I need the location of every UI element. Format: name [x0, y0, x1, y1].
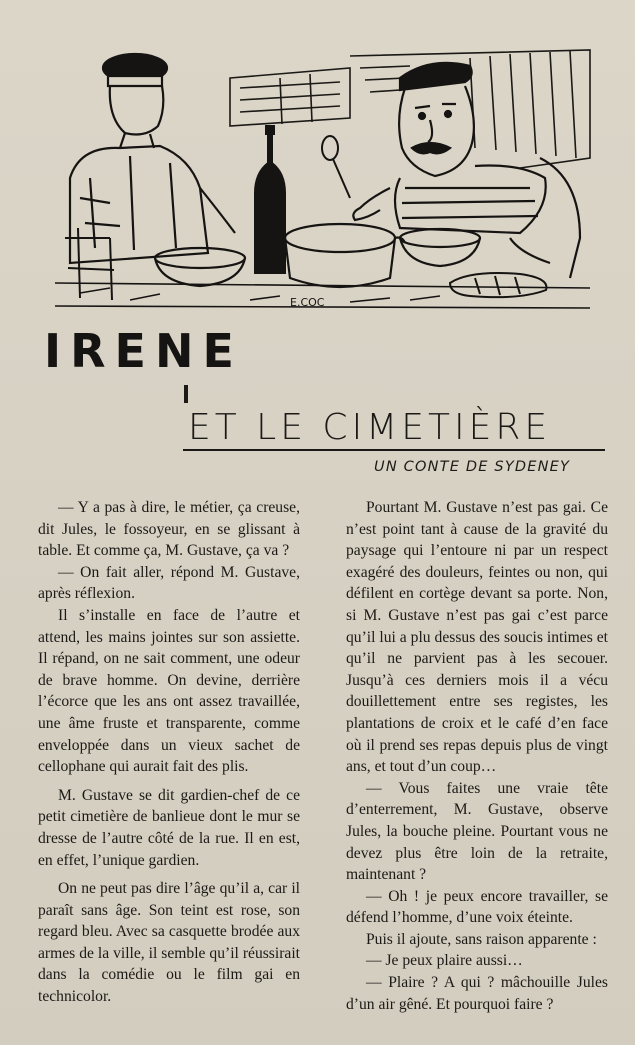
paragraph: — Y a pas à dire, le métier, ça creuse, dit Jules, le fossoyeur, en se glissant à table. Et comme ça, M. Gustave, ça va ? [38, 499, 300, 560]
paragraph: Il s’installe en face de l’autre et attend, les mains jointes sur son assiette. Il répand, on ne sait comment, une odeur de brave homme. On devine, derrière l’écorce que les ans ont assez travaillée, une âme fruste et transparente, comme enveloppée dans un vieux sachet de cellophane qui aurait fait des plis. [38, 606, 300, 776]
byline: UN CONTE DE SYDENEY [374, 459, 571, 475]
left-column [38, 497, 300, 1008]
paragraph: — On fait aller, répond M. Gustave, après réflexion. [38, 563, 300, 603]
title-irene: IRENE [44, 324, 243, 378]
artist-signature: E.COC [290, 296, 325, 309]
paragraph: — Je peux plaire aussi… [366, 952, 523, 970]
paragraph: — Plaire ? A qui ? mâchouille Jules d’un air gêné. Et pourquoi faire ? [346, 974, 608, 1013]
title-subtitle: ET LE CIMETIÈRE [188, 407, 552, 448]
paragraph: Puis il ajoute, sans raison apparente : [366, 930, 597, 948]
paragraph: — Vous faites une vraie tête d’enterrement, M. Gustave, observe Jules, la bouche pleine. Pourtant vous ne devez plus être loin de la retraite, maintenant ? [346, 779, 608, 884]
right-column [346, 497, 608, 1015]
title-divider-bar [184, 385, 188, 403]
paragraph: Pourtant M. Gustave n’est pas gai. Ce n’est point tant à cause de la gravité du paysage qui l’entoure ni par un respect exagéré des douleurs, feintes ou non, qui défilent en cortège devant sa porte. Non, si M. Gustave n’est pas gai c’est parce qu’il lui a plu dessus des soucis intimes et qu’il ne parvient pas à les secouer. Jusqu’à ces derniers mois il a vécu douillettement entre ses registes, les plantations de croix et le café d’en face où il prend ses repas depuis plus de vingt ans, et tout d’un coup… [346, 499, 608, 776]
paragraph: M. Gustave se dit gardien-chef de ce petit cimetière de banlieue dont le mur se dresse de l’autre côté de la rue. Il en est, en effet, l’unique gardien. [38, 786, 300, 869]
paragraph: On ne peut pas dire l’âge qu’il a, car il paraît sans âge. Son teint est rose, son regard bleu. Avec sa casquette brodée aux armes de la ville, il semble qu’il réussirait dans la comédie ou le film gai en technicolor. [38, 880, 300, 1006]
kitchen-scene-illustration [50, 38, 595, 310]
title-underline [183, 449, 605, 451]
paragraph: — Oh ! je peux encore travailler, se défend l’homme, d’une voix éteinte. [346, 887, 608, 927]
